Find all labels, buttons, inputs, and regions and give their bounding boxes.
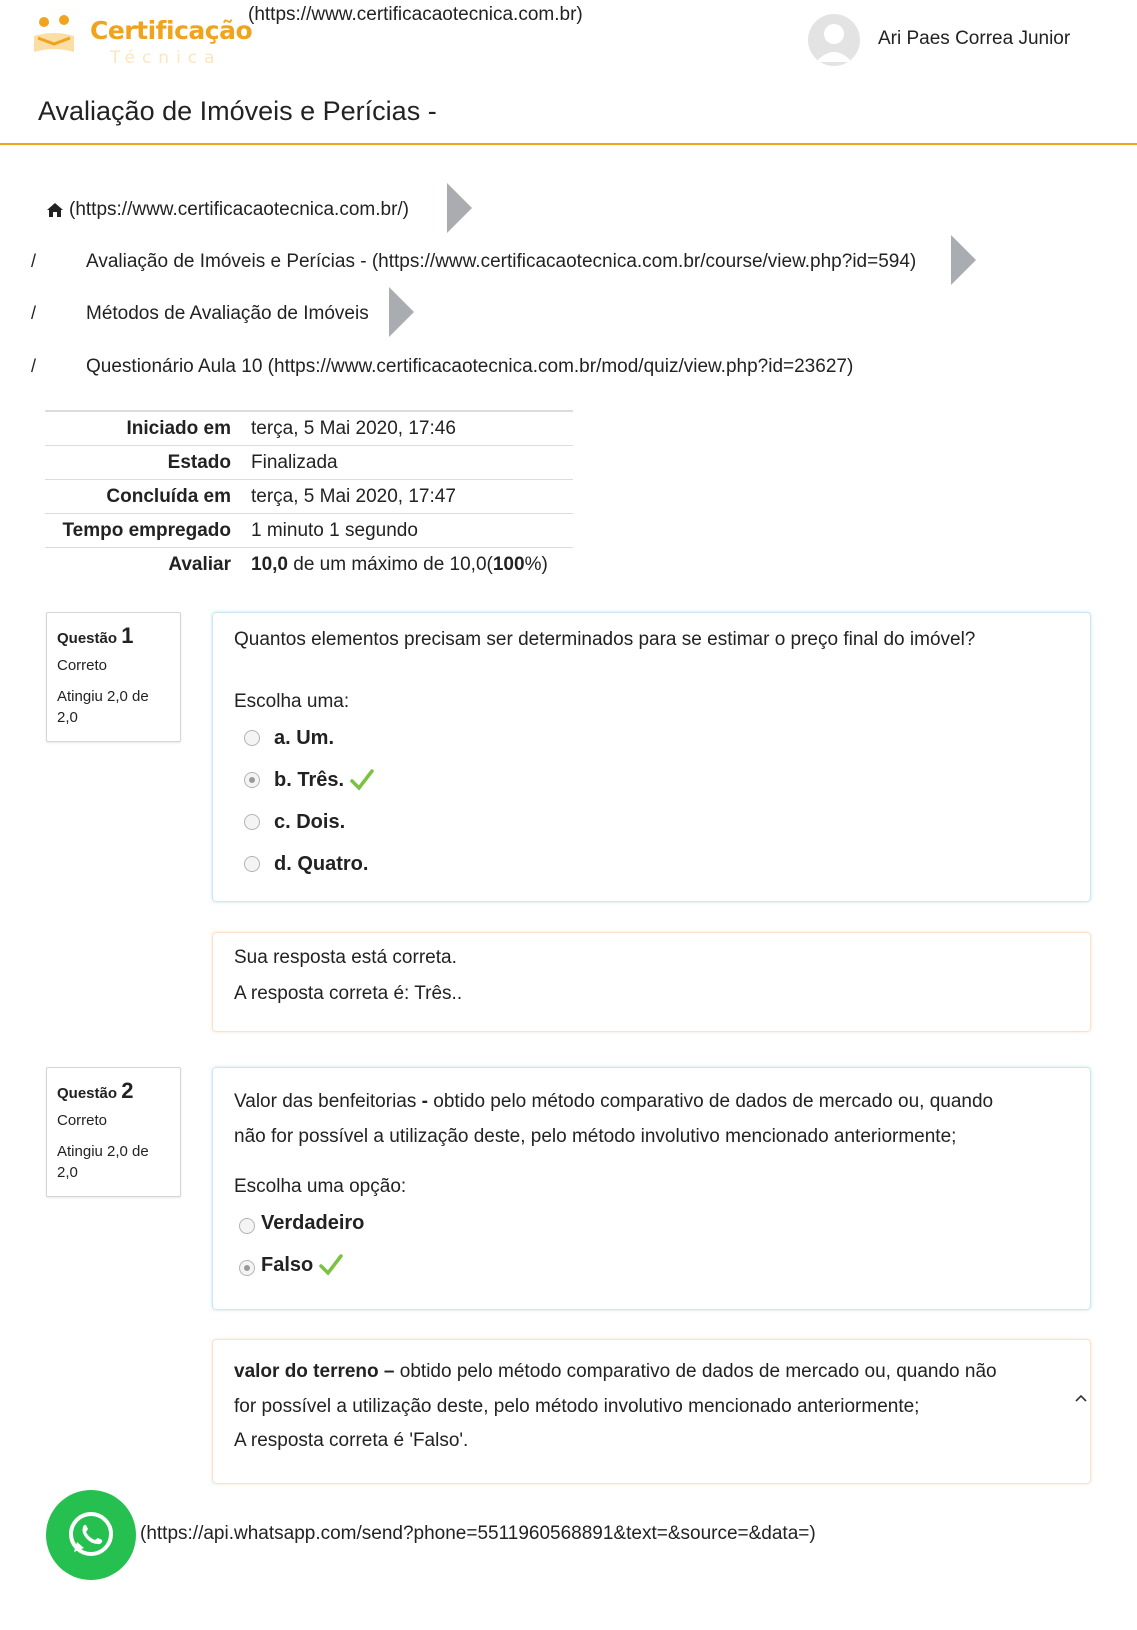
option-label[interactable]: Verdadeiro [261, 1211, 365, 1234]
answer-options [239, 1202, 1069, 1286]
summary-row [45, 513, 573, 547]
summary-row [45, 479, 573, 513]
header-divider [0, 143, 1137, 145]
answer-option[interactable] [244, 717, 1069, 759]
option-label[interactable]: d. Quatro. [274, 852, 369, 875]
question-text [234, 1084, 1069, 1154]
summary-value: Finalizada [251, 451, 338, 473]
breadcrumb-separator: / [31, 303, 37, 323]
summary-grade-value [251, 554, 573, 576]
answer-option[interactable] [244, 801, 1069, 843]
option-label[interactable]: b. Três. [274, 768, 345, 791]
grade-score: 10,0 [251, 553, 288, 575]
question-text-bold: Valor das benfeitorias [234, 1091, 417, 1112]
question-label: Questão [57, 1085, 118, 1102]
feedback-text [234, 1354, 1069, 1424]
breadcrumb-separator: / [31, 356, 37, 376]
whatsapp-icon [46, 1490, 136, 1580]
correct-answer-text: A resposta correta é 'Falso'. [234, 1430, 469, 1451]
answer-option[interactable] [239, 1244, 1069, 1286]
option-label[interactable]: a. Um. [274, 726, 335, 749]
breadcrumb-arrow-icon [951, 235, 976, 285]
radio-button-selected[interactable] [239, 1260, 255, 1276]
question-label: Questão [57, 630, 118, 647]
radio-button[interactable] [244, 856, 260, 872]
summary-value: terça, 5 Mai 2020, 17:47 [251, 485, 456, 507]
answer-options [244, 717, 1069, 885]
question-text: Quantos elementos precisam ser determinados para se estimar o preço final do imóvel? [234, 629, 976, 650]
option-label[interactable]: c. Dois. [274, 810, 346, 833]
radio-button[interactable] [239, 1218, 255, 1234]
radio-button[interactable] [244, 730, 260, 746]
avatar[interactable] [808, 14, 860, 66]
answer-option[interactable] [239, 1202, 1069, 1244]
radio-button[interactable] [244, 814, 260, 830]
summary-row [45, 410, 573, 445]
grade-max: de um máximo de 10,0( [287, 553, 493, 575]
question-content [212, 612, 1091, 902]
question-content [212, 1067, 1091, 1310]
correct-check-icon [319, 1253, 343, 1277]
summary-key: Iniciado em [126, 417, 231, 439]
feedback-text: Sua resposta está correta. [234, 947, 457, 968]
whatsapp-button[interactable] [46, 1490, 136, 1580]
answer-option[interactable] [244, 843, 1069, 885]
breadcrumb-arrow-icon [447, 183, 472, 233]
summary-key: Avaliar [168, 553, 231, 575]
page-title: Avaliação de Imóveis e Perícias - [38, 96, 437, 126]
user-avatar-icon [808, 14, 860, 66]
logo-subtext: Técnica [110, 48, 222, 68]
feedback-line: obtido pelo método comparativo de dados de mercado ou, quando não [394, 1361, 997, 1382]
grade-percent-suffix: %) [524, 553, 548, 575]
question-number: 1 [121, 623, 134, 648]
whatsapp-url-link[interactable]: (https://api.whatsapp.com/send?phone=5511960568891&text=&source=&data=) [140, 1523, 816, 1544]
feedback-box [212, 1339, 1091, 1484]
summary-row [45, 445, 573, 479]
summary-row [45, 547, 573, 581]
answer-option[interactable] [244, 759, 1069, 801]
correct-answer-text: A resposta correta é: Três.. [234, 983, 463, 1004]
option-label[interactable]: Falso [261, 1253, 314, 1276]
breadcrumb-section[interactable]: Métodos de Avaliação de Imóveis [86, 303, 369, 324]
attempt-summary-table [45, 410, 573, 581]
question-text-rest: não for possível a utilização deste, pelo método involutivo mencionado anteriormente; [234, 1126, 957, 1147]
scroll-to-top-icon[interactable] [1074, 1390, 1088, 1408]
correct-check-icon [350, 768, 374, 792]
question-prompt: Escolha uma opção: [234, 1176, 407, 1197]
feedback-line: for possível a utilização deste, pelo método involutivo mencionado anteriormente; [234, 1396, 920, 1417]
question-text-rest: obtido pelo método comparativo de dados de mercado ou, quando [427, 1091, 994, 1112]
home-icon[interactable] [46, 202, 64, 218]
feedback-bold: valor do terreno – [234, 1361, 395, 1382]
breadcrumb-separator: / [31, 251, 37, 271]
breadcrumb-arrow-icon [389, 287, 414, 337]
summary-value: 1 minuto 1 segundo [251, 519, 418, 541]
question-prompt: Escolha uma: [234, 691, 350, 712]
feedback-box [212, 932, 1091, 1032]
summary-key: Tempo empregado [62, 519, 231, 541]
site-logo[interactable] [30, 10, 253, 68]
radio-button-selected[interactable] [244, 772, 260, 788]
question-state: Correto [57, 1112, 108, 1129]
breadcrumb-course[interactable]: Avaliação de Imóveis e Perícias - (https://www.certificacaotecnica.com.br/course/view.php?id=594) [86, 251, 917, 272]
question-text-dash: - [416, 1091, 428, 1112]
logo-icon [30, 12, 90, 62]
summary-key: Estado [167, 451, 231, 473]
grade-percent: 100 [492, 553, 525, 575]
summary-key: Concluída em [106, 485, 231, 507]
user-name[interactable]: Ari Paes Correa Junior [878, 28, 1071, 49]
breadcrumb-home[interactable]: (https://www.certificacaotecnica.com.br/) [69, 199, 409, 220]
question-number: 2 [121, 1078, 134, 1103]
question-grade: Atingiu 2,0 de 2,0 [57, 688, 149, 726]
question-info [46, 612, 181, 742]
site-url-link[interactable]: (https://www.certificacaotecnica.com.br) [248, 4, 583, 25]
question-grade: Atingiu 2,0 de 2,0 [57, 1143, 149, 1181]
breadcrumb-quiz[interactable]: Questionário Aula 10 (https://www.certificacaotecnica.com.br/mod/quiz/view.php?id=23627) [86, 356, 854, 377]
summary-value: terça, 5 Mai 2020, 17:46 [251, 417, 456, 439]
question-state: Correto [57, 657, 108, 674]
question-info [46, 1067, 181, 1197]
logo-text: Certificação [90, 16, 253, 45]
